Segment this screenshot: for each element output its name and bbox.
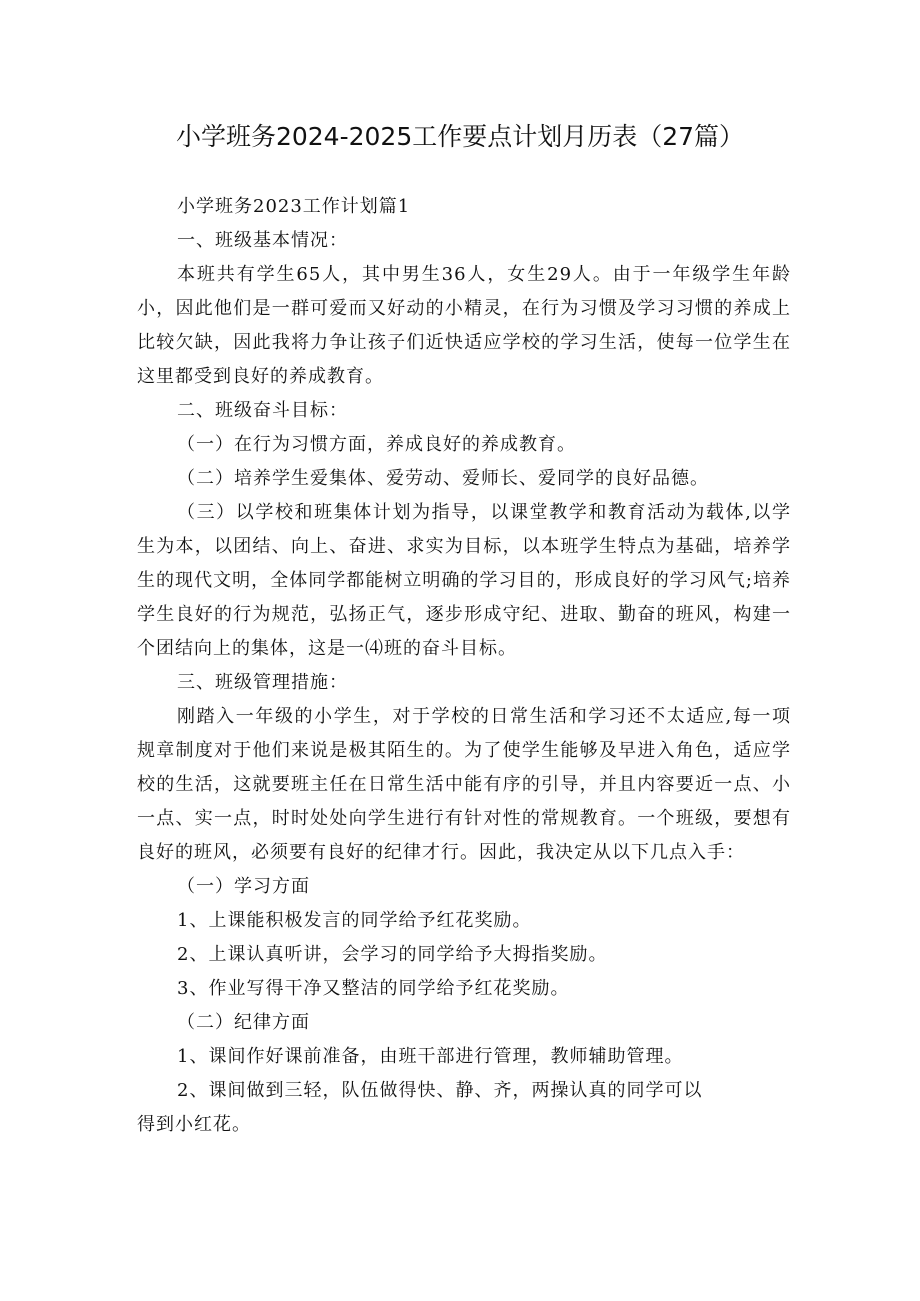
subsection-heading: （一）学习方面 (177, 876, 310, 897)
section-heading: 小学班务2023工作计划篇1 (177, 196, 411, 217)
list-item: 1、课间作好课前准备，由班干部进行管理，教师辅助管理。 (177, 1046, 684, 1067)
paragraph-continuation: 得到小红花。 (137, 1114, 251, 1135)
paragraph: （二）培养学生爱集体、爱劳动、爱师长、爱同学的良好品德。 (177, 468, 709, 489)
list-item: 3、作业写得干净又整洁的同学给予红花奖励。 (177, 978, 570, 999)
list-item: 2、上课认真听讲，会学习的同学给予大拇指奖励。 (177, 944, 608, 965)
paragraph: （三）以学校和班集体计划为指导，以课堂教学和教育活动为载体,以学生为本，以团结、向上、奋进、求实为目标，以本班学生特点为基础，培养学生的现代文明，全体同学都能树立明确的学习目的，形成良好的学习风气;培养学生良好的行为规范，弘扬正气，逐步形成守纪、进取、勤奋的班风，构建一个团结向上的集体，这是一⑷班的奋斗目标。 (137, 502, 791, 659)
paragraph: 本班共有学生65人，其中男生36人，女生29人。由于一年级学生年龄小，因此他们是一群可爱而又好动的小精灵，在行为习惯及学习习惯的养成上比较欠缺，因此我将力争让孩子们近快适应学校的学习生活，使每一位学生在这里都受到良好的养成教育。 (137, 264, 791, 387)
paragraph: （一）在行为习惯方面，养成良好的养成教育。 (177, 434, 576, 455)
list-item: 2、课间做到三轻，队伍做得快、静、齐，两操认真的同学可以 (177, 1080, 703, 1101)
subsection-heading: 一、班级基本情况： (177, 230, 348, 251)
subsection-heading: （二）纪律方面 (177, 1012, 310, 1033)
subsection-heading: 二、班级奋斗目标： (177, 400, 348, 421)
paragraph: 刚踏入一年级的小学生，对于学校的日常生活和学习还不太适应,每一项规章制度对于他们来说是极其陌生的。为了使学生能够及早进入角色，适应学校的生活，这就要班主任在日常生活中能有序的引导，并且内容要近一点、小一点、实一点，时时处处向学生进行有针对性的常规教育。一个班级，要想有良好的班风，必须要有良好的纪律才行。因此，我决定从以下几点入手： (137, 706, 791, 863)
document-title: 小学班务2024-2025工作要点计划月历表（27篇） (175, 122, 745, 151)
subsection-heading: 三、班级管理措施： (177, 672, 348, 693)
list-item: 1、上课能积极发言的同学给予红花奖励。 (177, 910, 532, 931)
document-body (137, 190, 791, 1142)
